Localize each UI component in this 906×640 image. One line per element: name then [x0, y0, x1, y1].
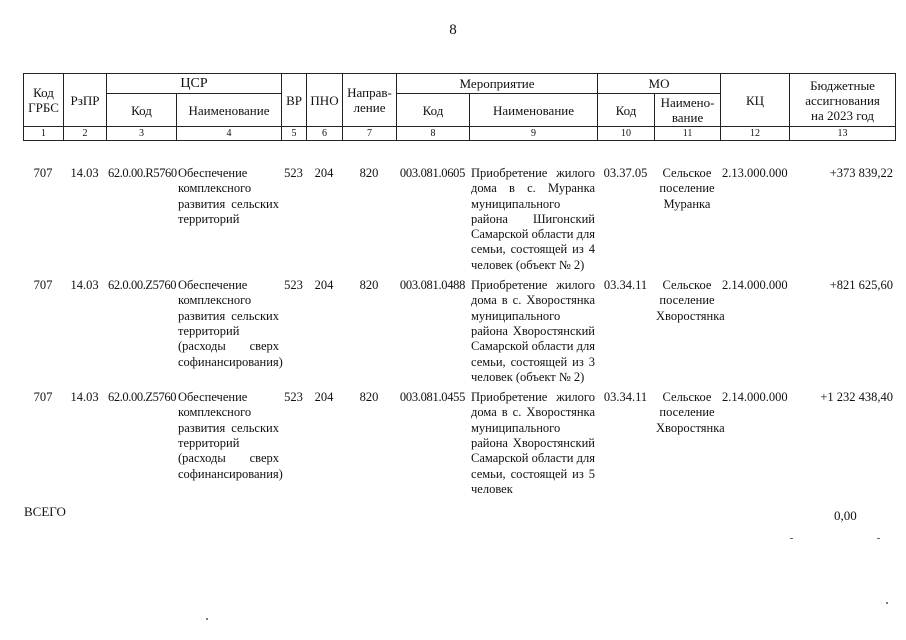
- cell-napr: 820: [359, 166, 379, 180]
- cell-pno: 204: [314, 166, 334, 180]
- cell-csr-code: 62.0.00.R5760: [108, 166, 177, 180]
- table-row: [23, 390, 895, 502]
- cell-mer-code: 003.081.0488: [399, 278, 466, 293]
- cell-amount: +821 625,60: [829, 278, 893, 293]
- cell-mo-name: Сельское поселение Хворостянка: [656, 278, 725, 323]
- scan-speck: [790, 538, 793, 539]
- col-number: 11: [655, 127, 721, 141]
- cell-pno: 204: [314, 278, 334, 293]
- col-number: 2: [64, 127, 107, 141]
- cell-kc: 2.14.000.000: [722, 390, 788, 405]
- table-row: [23, 166, 895, 278]
- cell-csr-name: Обеспечение комплексного развития сельских территорий (расходы сверх софинансирования): [178, 390, 283, 481]
- cell-grbs: 707: [33, 390, 53, 405]
- col-number: 13: [790, 127, 896, 141]
- col-number: 4: [177, 127, 282, 141]
- cell-mo-code: 03.34.11: [603, 278, 648, 293]
- cell-vr: 523: [284, 166, 303, 180]
- col-number: 12: [721, 127, 790, 141]
- column-numbers-row: [24, 127, 896, 141]
- cell-mer-name: Приобретение жилого дома в с. Хворостянка муниципального района Хворостянский Самарской области для семьи, состоящей из 5 человек: [471, 390, 595, 496]
- cell-mo-name: Сельское поселение Муранка: [659, 166, 715, 211]
- col-number: 10: [598, 127, 655, 141]
- cell-rzpr: 14.03: [70, 278, 99, 293]
- header-meropriyatie: Мероприятие: [397, 74, 598, 94]
- col-number: 3: [107, 127, 177, 141]
- cell-mo-code: 03.37.05: [603, 166, 648, 180]
- cell-csr-name: Обеспечение комплексного развития сельских территорий: [178, 166, 279, 226]
- cell-mo-name: Сельское поселение Хворостянка: [656, 390, 725, 435]
- cell-csr-code: 62.0.00.Z5760: [108, 278, 177, 293]
- header-kc: КЦ: [721, 74, 790, 127]
- total-value: 0,00: [834, 508, 857, 523]
- scan-speck: [206, 618, 208, 620]
- cell-pno: 204: [314, 390, 334, 405]
- cell-vr: 523: [284, 278, 303, 293]
- cell-amount: +1 232 438,40: [820, 390, 893, 405]
- col-number: 9: [470, 127, 598, 141]
- header-mo-kod: Код: [598, 94, 655, 127]
- cell-grbs: 707: [33, 278, 53, 293]
- cell-grbs: 707: [33, 166, 53, 180]
- col-number: 7: [343, 127, 397, 141]
- header-csr-name: Наименование: [177, 94, 282, 127]
- scan-speck: [877, 538, 880, 539]
- cell-csr-code: 62.0.00.Z5760: [108, 390, 177, 405]
- table-row: [23, 278, 895, 390]
- cell-vr: 523: [284, 390, 303, 405]
- scan-speck: [886, 602, 888, 604]
- col-number: 1: [24, 127, 64, 141]
- header-budget: Бюджетные ассигнования на 2023 год: [790, 74, 896, 127]
- header-vr: ВР: [282, 74, 307, 127]
- data-table: [23, 166, 895, 502]
- cell-kc: 2.14.000.000: [722, 278, 788, 293]
- cell-mer-name: Приобретение жилого дома в с. Муранка муниципального района Шигонский Самарской области для семьи, состоящей из 4 человек (объект № 2): [471, 166, 595, 272]
- cell-rzpr: 14.03: [70, 166, 99, 180]
- cell-kc: 2.13.000.000: [722, 166, 788, 180]
- cell-amount: +373 839,22: [829, 166, 893, 180]
- cell-mo-code: 03.34.11: [603, 390, 648, 405]
- table-header: [23, 73, 896, 141]
- cell-napr: 820: [359, 278, 379, 293]
- header-napr: Направ- ление: [343, 74, 397, 127]
- header-mo: МО: [598, 74, 721, 94]
- header-mer-name: Наименование: [470, 94, 598, 127]
- cell-mer-code: 003.081.0455: [399, 390, 466, 405]
- header-rzpr: РзПР: [64, 74, 107, 127]
- col-number: 6: [307, 127, 343, 141]
- cell-rzpr: 14.03: [70, 390, 99, 405]
- cell-napr: 820: [359, 390, 379, 405]
- header-csr-kod: Код: [107, 94, 177, 127]
- cell-mer-name: Приобретение жилого дома в с. Хворостянка муниципального района Хворостянский Самарской области для семьи, состоящей из 3 человек (объект № 2): [471, 278, 595, 384]
- header-kod-grbs: Код ГРБС: [24, 74, 64, 127]
- col-number: 5: [282, 127, 307, 141]
- cell-mer-code: 003.081.0605: [399, 166, 466, 180]
- header-pno: ПНО: [307, 74, 343, 127]
- col-number: 8: [397, 127, 470, 141]
- header-mer-kod: Код: [397, 94, 470, 127]
- header-csr: ЦСР: [107, 74, 282, 94]
- page-number: 8: [449, 22, 457, 38]
- cell-csr-name: Обеспечение комплексного развития сельских территорий (расходы сверх софинансирования): [178, 278, 283, 369]
- total-label: ВСЕГО: [24, 504, 66, 519]
- header-mo-name: Наимено- вание: [655, 94, 721, 127]
